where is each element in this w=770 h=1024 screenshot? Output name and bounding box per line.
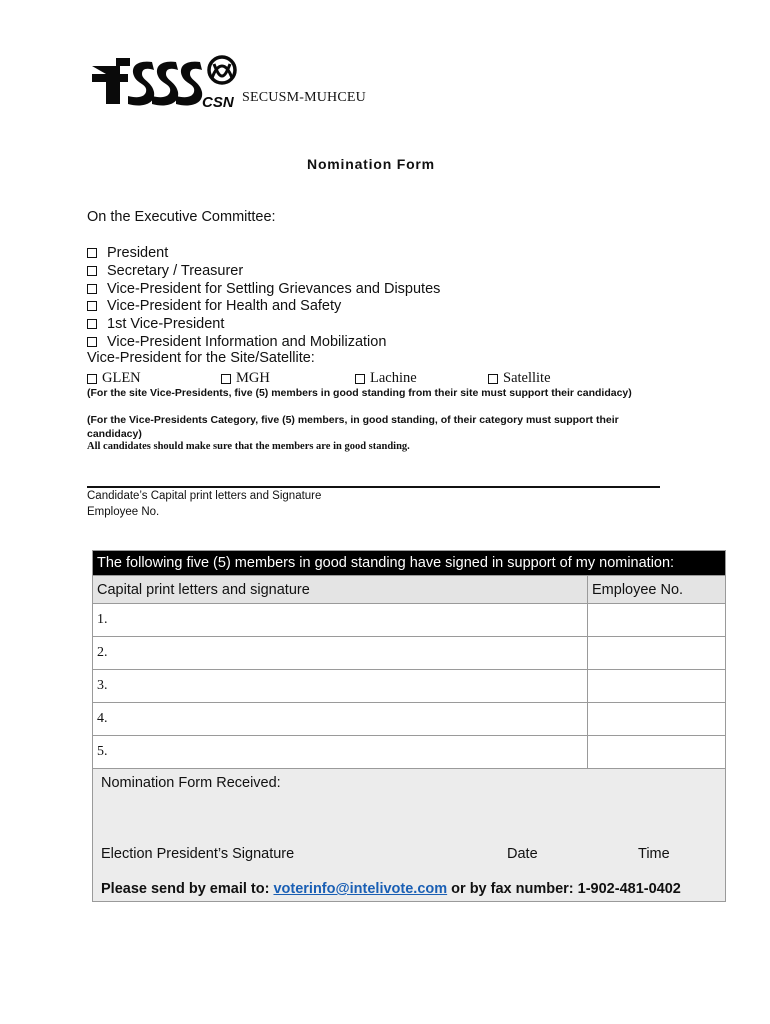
site-label: MGH bbox=[236, 370, 270, 386]
checkbox[interactable] bbox=[221, 374, 231, 384]
fsss-csn-logo bbox=[90, 52, 240, 108]
position-option-vp-health-safety[interactable] bbox=[87, 297, 341, 315]
form-title: Nomination Form bbox=[307, 156, 435, 172]
position-option-vp-information[interactable] bbox=[87, 333, 386, 351]
signature-cell[interactable]: 4. bbox=[93, 703, 588, 736]
election-president-signature-label: Election President’s Signature bbox=[101, 846, 295, 862]
site-options bbox=[87, 370, 567, 388]
table-row bbox=[93, 604, 726, 637]
note-category-vp: (For the Vice-Presidents Category, five (5) members, in good standing, of their category must support their candidacy) bbox=[87, 414, 619, 440]
checkbox[interactable] bbox=[488, 374, 498, 384]
site-vp-heading: Vice-President for the Site/Satellite: bbox=[87, 350, 315, 366]
position-label: President bbox=[107, 245, 169, 261]
organization-name: SECUSM-MUHCEU bbox=[242, 90, 366, 105]
employee-no-cell[interactable] bbox=[588, 637, 726, 670]
received-label: Nomination Form Received: bbox=[101, 775, 281, 791]
candidate-employee-no-label: Employee No. bbox=[87, 506, 160, 518]
candidate-signature-line[interactable] bbox=[87, 486, 660, 488]
table-row bbox=[93, 670, 726, 703]
employee-no-cell[interactable] bbox=[588, 703, 726, 736]
executive-committee-heading: On the Executive Committee: bbox=[87, 209, 276, 225]
signature-cell[interactable]: 5. bbox=[93, 736, 588, 769]
checkbox[interactable] bbox=[87, 301, 97, 311]
note-good-standing: All candidates should make sure that the members are in good standing. bbox=[87, 441, 410, 452]
checkbox[interactable] bbox=[87, 337, 97, 347]
received-section bbox=[93, 769, 726, 902]
checkbox[interactable] bbox=[87, 266, 97, 276]
candidate-signature-label: Candidate’s Capital print letters and Signature bbox=[87, 490, 322, 502]
time-label: Time bbox=[638, 846, 670, 862]
submission-instructions bbox=[101, 881, 681, 897]
checkbox[interactable] bbox=[355, 374, 365, 384]
table-row bbox=[93, 703, 726, 736]
column-header-signature: Capital print letters and signature bbox=[93, 576, 588, 604]
support-table-header: The following five (5) members in good standing have signed in support of my nomination: bbox=[93, 551, 726, 576]
note-site-vp: (For the site Vice-Presidents, five (5) members in good standing from their site must support their candidacy) bbox=[87, 387, 632, 399]
position-option-1st-vp[interactable] bbox=[87, 315, 224, 333]
checkbox[interactable] bbox=[87, 319, 97, 329]
checkbox[interactable] bbox=[87, 248, 97, 258]
site-label: Satellite bbox=[503, 370, 551, 386]
email-link[interactable]: voterinfo@intelivote.com bbox=[273, 881, 448, 897]
signature-cell[interactable]: 3. bbox=[93, 670, 588, 703]
svg-text:CSN: CSN bbox=[202, 94, 234, 108]
support-signatures-table bbox=[92, 550, 726, 902]
fax-text: or by fax number: 1-902-481-0402 bbox=[447, 881, 681, 897]
table-row bbox=[93, 637, 726, 670]
checkbox[interactable] bbox=[87, 284, 97, 294]
site-option-satellite[interactable] bbox=[488, 370, 551, 387]
position-label: 1st Vice-President bbox=[107, 316, 225, 332]
signature-cell[interactable]: 1. bbox=[93, 604, 588, 637]
position-option-president[interactable] bbox=[87, 244, 168, 262]
position-option-secretary-treasurer[interactable] bbox=[87, 262, 243, 280]
date-label: Date bbox=[507, 846, 538, 862]
site-option-glen[interactable] bbox=[87, 370, 141, 387]
employee-no-cell[interactable] bbox=[588, 736, 726, 769]
position-label: Secretary / Treasurer bbox=[107, 263, 244, 279]
position-label: Vice-President Information and Mobilization bbox=[107, 334, 387, 350]
email-prefix: Please send by email to: bbox=[101, 881, 274, 897]
site-option-lachine[interactable] bbox=[355, 370, 417, 387]
position-label: Vice-President for Settling Grievances and Disputes bbox=[107, 281, 441, 297]
site-label: Lachine bbox=[370, 370, 417, 386]
site-option-mgh[interactable] bbox=[221, 370, 270, 387]
employee-no-cell[interactable] bbox=[588, 670, 726, 703]
column-header-employee-no: Employee No. bbox=[588, 576, 726, 604]
checkbox[interactable] bbox=[87, 374, 97, 384]
position-option-vp-grievances[interactable] bbox=[87, 280, 440, 298]
position-label: Vice-President for Health and Safety bbox=[107, 298, 342, 314]
site-label: GLEN bbox=[102, 370, 141, 386]
employee-no-cell[interactable] bbox=[588, 604, 726, 637]
signature-cell[interactable]: 2. bbox=[93, 637, 588, 670]
table-row bbox=[93, 736, 726, 769]
